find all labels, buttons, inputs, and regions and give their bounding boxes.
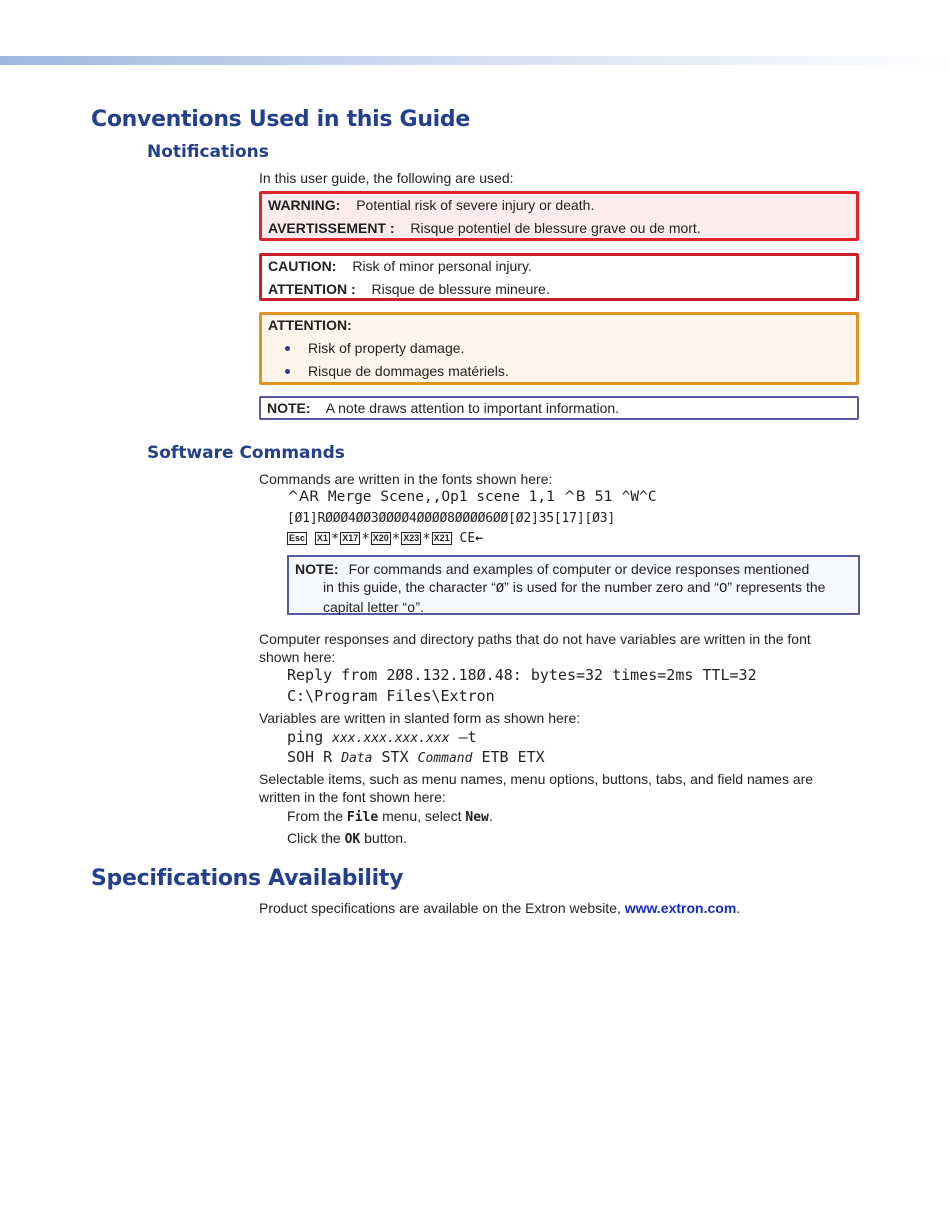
attention-bullet-1: Risk of property damage.	[308, 340, 465, 356]
section-heading-notifications: Notifications	[147, 142, 269, 162]
var-ip-placeholder: xxx.xxx.xxx.xxx	[332, 731, 450, 746]
variable-example-2	[287, 748, 545, 766]
selectable-intro-line-1: Selectable items, such as menu names, menu options, buttons, tabs, and field names are	[259, 771, 814, 787]
note-capital-o-char: O	[718, 581, 728, 597]
note-line-1: For commands and examples of computer or device responses mentioned	[348, 561, 810, 577]
attention-fr-text: Risque de blessure mineure.	[371, 281, 550, 297]
sel-from-the: From the	[287, 808, 347, 824]
note-line-2b: ” is used for the number zero and “	[504, 579, 719, 595]
section-heading-specifications: Specifications Availability	[91, 866, 404, 891]
attention-fr-label: ATTENTION :	[268, 281, 356, 297]
command-example-3	[287, 531, 483, 547]
cmd-ctrl-ar: ^AR	[287, 489, 320, 505]
responses-intro	[259, 630, 859, 666]
variables-intro: Variables are written in slanted form as shown here:	[259, 710, 581, 726]
var-ping: ping	[287, 728, 333, 746]
star-separator: *	[361, 531, 370, 547]
cmd-ctrl-b: ^B	[563, 489, 586, 505]
bullet-dot	[285, 369, 290, 374]
var-command: Command	[417, 751, 473, 766]
sel-period: .	[488, 808, 493, 824]
sel-click-the: Click the	[287, 830, 345, 846]
note-line-2a: in this guide, the character “	[323, 579, 496, 595]
cmd-merge-scene: Merge Scene,,Op1 scene 1,1	[327, 489, 555, 505]
commands-note-text	[295, 560, 852, 618]
note-text: A note draws attention to important information.	[325, 400, 620, 416]
star-separator: *	[422, 531, 431, 547]
note-line-3b: ”.	[415, 599, 425, 615]
note-box	[259, 396, 859, 420]
cmd-ce: CE	[459, 531, 476, 546]
header-gradient-bar	[0, 56, 950, 65]
key-x21: X21	[433, 533, 450, 543]
attention-bullet-2: Risque de dommages matériels.	[308, 363, 509, 379]
note-line-3a: capital letter “	[323, 599, 408, 615]
var-etb-etx: ETB ETX	[472, 748, 545, 766]
specs-sentence: Product specifications are available on the Extron website,	[259, 900, 625, 916]
var-stx: STX	[372, 748, 418, 766]
caution-text: Risk of minor personal injury.	[352, 258, 532, 274]
note-label: NOTE:	[267, 400, 311, 416]
responses-intro-line-2: shown here:	[259, 649, 336, 665]
enter-arrow-icon: ←	[475, 531, 483, 546]
specs-period: .	[736, 900, 741, 916]
bullet-dot	[285, 346, 290, 351]
specs-text	[259, 899, 859, 917]
section-heading-software-commands: Software Commands	[147, 443, 345, 463]
key-x17: X17	[342, 533, 359, 543]
extron-website-link[interactable]: www.extron.com	[624, 900, 737, 916]
key-x23: X23	[403, 533, 420, 543]
cmd-51: 51	[594, 489, 613, 505]
sel-ok: OK	[344, 832, 361, 847]
sel-new: New	[465, 810, 489, 825]
attention-label: ATTENTION:	[268, 317, 352, 333]
caution-box	[259, 253, 859, 301]
star-separator: *	[330, 531, 340, 547]
note-line-2c: ” represents the	[727, 579, 826, 595]
var-soh: SOH R	[287, 748, 342, 766]
notifications-intro: In this user guide, the following are used:	[259, 170, 514, 186]
selectable-example-1	[287, 807, 887, 827]
sel-file: File	[346, 810, 379, 825]
var-data: Data	[341, 751, 373, 766]
sel-button-word: button.	[360, 830, 407, 846]
key-x20: X20	[372, 533, 389, 543]
commands-note-label: NOTE:	[295, 561, 339, 577]
selectable-example-2	[287, 829, 887, 849]
command-example-2: [Ø1]RØØØ4ØØ3ØØØØ4ØØØØ8ØØØØ6ØØ[Ø2]35[17][Ø3]	[287, 511, 615, 526]
selectable-intro	[259, 770, 859, 806]
key-x1: X1	[316, 533, 328, 543]
note-lower-o-char: o	[407, 601, 416, 617]
cmd-ctrl-wc: ^W^C	[621, 489, 657, 505]
page-title: Conventions Used in this Guide	[91, 107, 470, 132]
responses-intro-line-1: Computer responses and directory paths that do not have variables are written in the font	[259, 631, 811, 647]
attention-box	[259, 312, 859, 385]
response-example-1: Reply from 2Ø8.132.18Ø.48: bytes=32 times=2ms TTL=32	[287, 666, 757, 684]
key-esc: Esc	[289, 533, 306, 543]
variable-example-1	[287, 728, 477, 746]
commands-note-box	[287, 555, 860, 615]
command-example-1	[287, 489, 657, 505]
note-zero-char: Ø	[495, 581, 505, 597]
selectable-intro-line-2: written in the font shown here:	[259, 789, 446, 805]
sel-menu-select: menu, select	[378, 808, 466, 824]
avertissement-label: AVERTISSEMENT :	[268, 220, 395, 236]
response-example-2: C:\Program Files\Extron	[287, 687, 495, 705]
warning-box	[259, 191, 859, 241]
caution-label: CAUTION:	[268, 258, 337, 274]
star-separator: *	[391, 531, 401, 547]
var-flag: —t	[449, 728, 477, 746]
warning-text: Potential risk of severe injury or death.	[356, 197, 595, 213]
warning-label: WARNING:	[268, 197, 341, 213]
avertissement-text: Risque potentiel de blessure grave ou de mort.	[410, 220, 701, 236]
commands-intro: Commands are written in the fonts shown here:	[259, 471, 553, 487]
